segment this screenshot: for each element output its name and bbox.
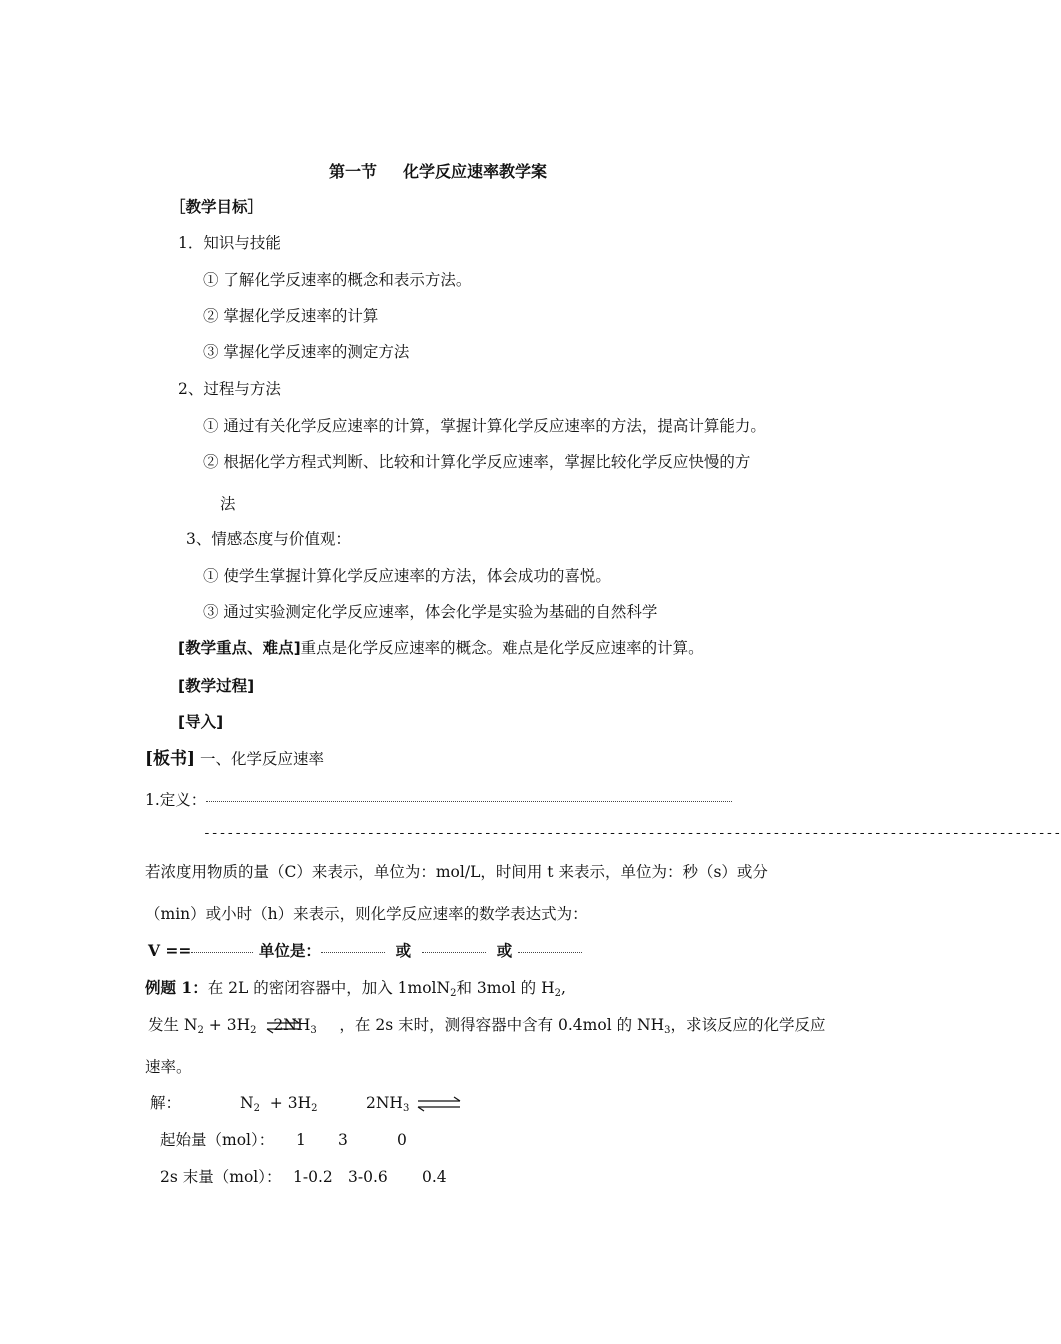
- formula-blank-unit: [321, 951, 385, 953]
- example-l2-sub1: 2: [197, 1025, 204, 1036]
- knowledge-item-3: ③ 掌握化学反速率的测定方法: [203, 343, 410, 361]
- intro-heading: [导入]: [178, 713, 224, 731]
- example-l2-sub2: 2: [250, 1025, 257, 1036]
- process-method-heading: 2、过程与方法: [178, 380, 281, 398]
- row-initial-v3: 0: [397, 1131, 407, 1149]
- formula-blank-v: [191, 951, 253, 953]
- example-l2-c: 2NH: [273, 1016, 311, 1034]
- solution-row-2s: [160, 1167, 281, 1187]
- formula-unit-label: 单位是：: [258, 942, 321, 960]
- example-l2-d: ，在 2s 末时，测得容器中含有 0.4mol 的 NH: [339, 1016, 665, 1034]
- board-text: 一、化学反应速率: [200, 750, 325, 768]
- concentration-line-1: 若浓度用物质的量（C）来表示，单位为：mol/L，时间用 t 来表示，单位为：秒（s）或分: [145, 863, 768, 881]
- example-l2-sub3: 3: [310, 1025, 317, 1036]
- example-l2-sub4: 3: [664, 1025, 671, 1036]
- row-initial-v2: 3: [338, 1131, 348, 1149]
- formula-v: V ==: [148, 941, 192, 960]
- title-text: 化学反应速率教学案: [403, 162, 548, 181]
- process-method-item-2: ② 根据化学方程式判断、比较和计算化学反应速率，掌握比较化学反应快慢的方: [203, 453, 751, 471]
- formula-or-2: 或: [496, 942, 513, 960]
- process-method-item-1: ① 通过有关化学反应速率的计算，掌握计算化学反应速率的方法，提高计算能力。: [203, 417, 766, 435]
- definition-dash-line: --------------------------------------------------------------------------------------------------------------: [203, 826, 1061, 841]
- concentration-line-2: （min）或小时（h）来表示，则化学反应速率的数学表达式为：: [145, 905, 588, 923]
- row-2s-label: 2s 末量（mol）：: [160, 1168, 282, 1186]
- board-label: [板书]: [145, 749, 196, 769]
- solution-eq-n: N: [240, 1094, 254, 1112]
- process-heading: [教学过程]: [178, 677, 255, 695]
- example-label: 例题 1: [145, 978, 193, 997]
- keypoints-label: [教学重点、难点]: [178, 639, 301, 657]
- solution-eq-h-sub: 2: [311, 1103, 318, 1114]
- solution-eq-nh: 2NH: [366, 1094, 403, 1112]
- example-l2-a: 发生 N: [148, 1016, 198, 1034]
- example-l2-b: + 3H: [203, 1016, 251, 1034]
- row-2s-v1: 1-0.2: [293, 1168, 333, 1186]
- solution-eq-n-sub: 2: [253, 1103, 260, 1114]
- row-initial-v1: 1: [296, 1131, 306, 1149]
- example-line-3: 速率。: [145, 1058, 192, 1076]
- solution-eq-nh3: [366, 1093, 409, 1113]
- row-initial-label: 起始量（mol）：: [160, 1131, 275, 1149]
- process-method-item-2-cont: 法: [220, 495, 236, 513]
- example-text-a: 在 2L 的密闭容器中，加入 1molN: [207, 979, 451, 997]
- keypoints-line: [178, 638, 704, 658]
- solution-reversible-arrow-icon: [414, 1096, 464, 1112]
- solution-row-initial: [160, 1130, 274, 1150]
- attitude-item-1: ① 使学生掌握计算化学反应速率的方法，体会成功的喜悦。: [203, 567, 611, 585]
- row-2s-v2: 3-0.6: [348, 1168, 388, 1186]
- knowledge-item-2: ② 掌握化学反速率的计算: [203, 307, 379, 325]
- definition-blank: [206, 800, 732, 802]
- knowledge-heading: 1．知识与技能: [178, 234, 281, 252]
- example-sub-b: 2: [554, 988, 561, 999]
- solution-eq-plus: + 3H: [269, 1094, 312, 1112]
- attitude-item-2: ③ 通过实验测定化学反应速率，体会化学是实验为基础的自然科学: [203, 603, 658, 621]
- definition-label: 1.定义：: [145, 791, 207, 809]
- formula-blank-3: [518, 951, 582, 953]
- formula-or-1: 或: [395, 942, 412, 960]
- example-l2-e: ，求该反应的化学反应: [670, 1016, 826, 1034]
- row-2s-v3: 0.4: [422, 1168, 447, 1186]
- example-sub-a: 2: [450, 988, 457, 999]
- attitude-heading: 3、情感态度与价值观：: [186, 530, 351, 548]
- title-section: 第一节: [329, 162, 378, 181]
- example-colon: ：: [192, 978, 208, 997]
- knowledge-item-1: ① 了解化学反速率的概念和表示方法。: [203, 271, 472, 289]
- objectives-heading: ［教学目标］: [170, 198, 264, 216]
- example-text-b: 和 3mol 的 H: [456, 979, 555, 997]
- solution-label: 解：: [150, 1094, 182, 1112]
- example-text-c: ,: [560, 979, 566, 997]
- definition-line: [145, 790, 732, 810]
- formula-blank-2: [422, 951, 486, 953]
- solution-eq-n2: [240, 1093, 317, 1113]
- formula-line: [148, 941, 582, 961]
- keypoints-text: 重点是化学反应速率的概念。难点是化学反应速率的计算。: [300, 639, 704, 657]
- solution-eq-nh-sub: 3: [402, 1103, 410, 1114]
- example-line-2: [148, 1015, 825, 1035]
- board-line: [145, 749, 324, 769]
- example-line-1: [145, 978, 566, 998]
- page-title: [329, 162, 547, 182]
